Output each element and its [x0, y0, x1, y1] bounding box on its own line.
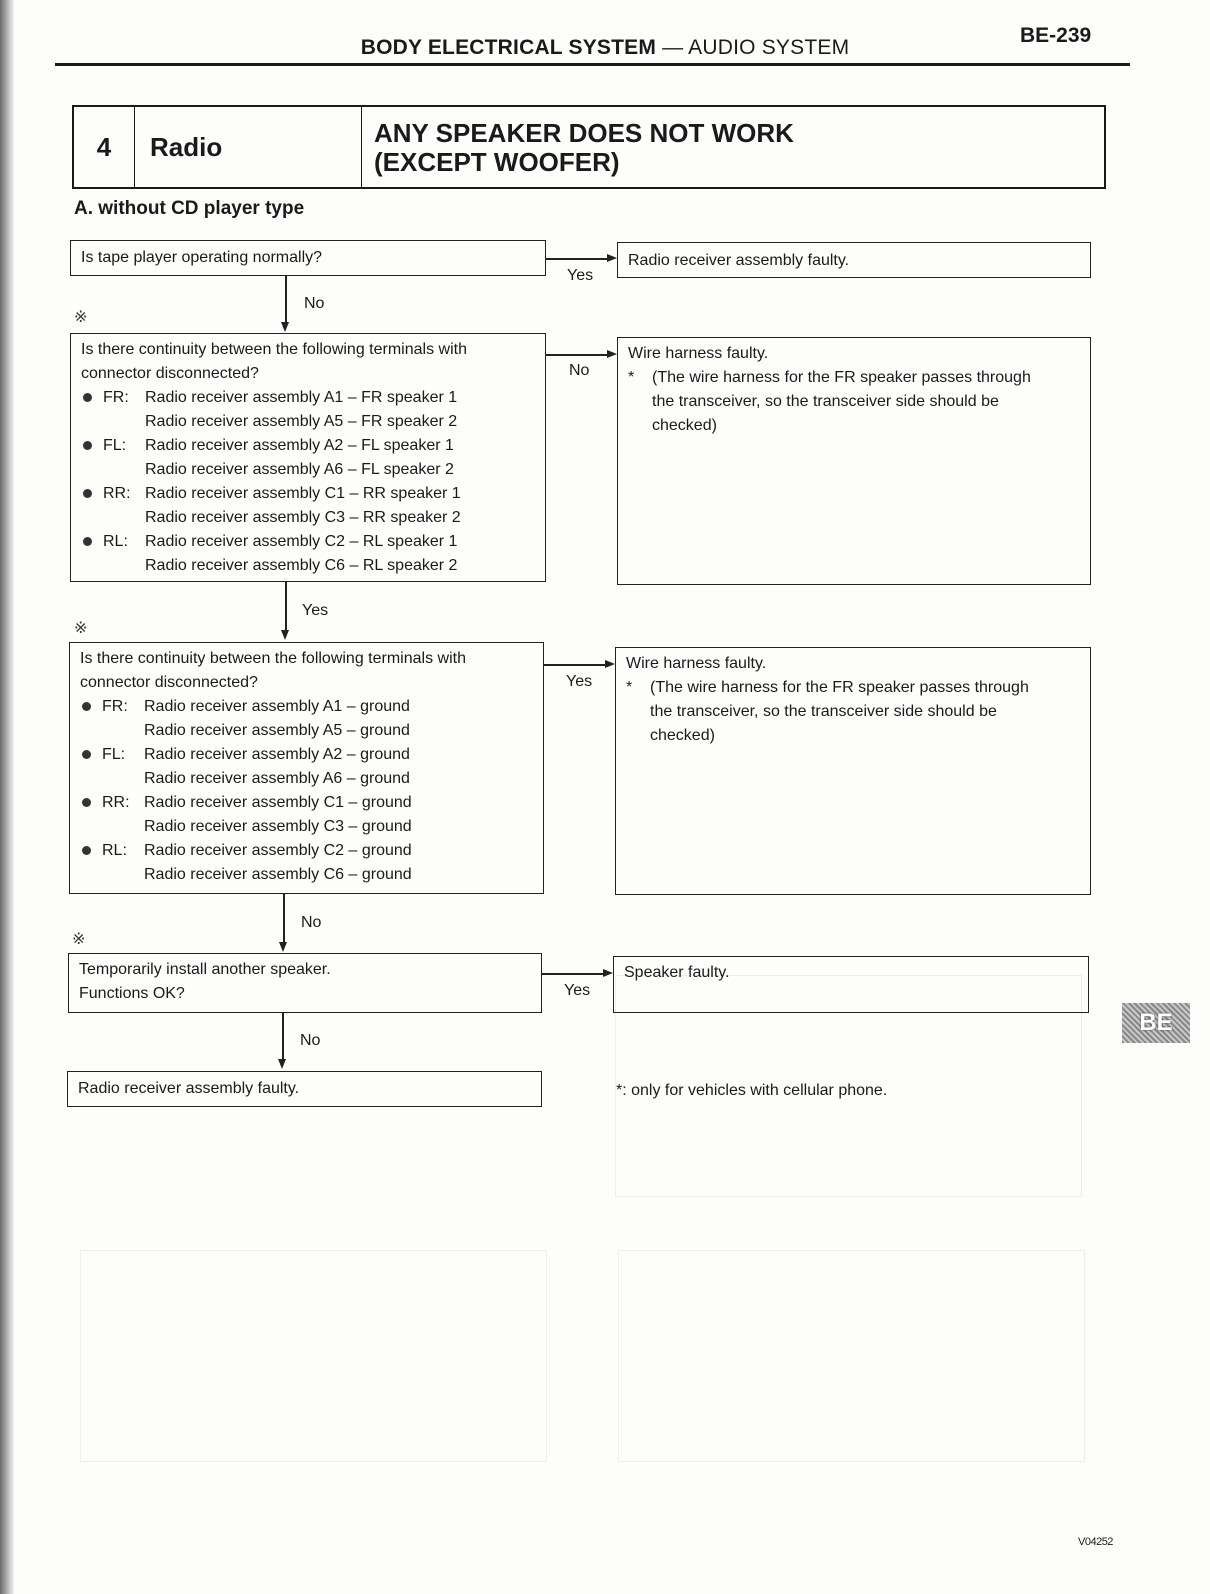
terminal-pair: Radio receiver assembly A6 – FL speaker 2	[145, 461, 454, 478]
check-item-rr-2	[81, 506, 535, 530]
branch-label-yes: Yes	[567, 267, 594, 284]
cellular-phone-mark-icon: ※	[74, 309, 88, 326]
check-item-fr	[80, 695, 533, 719]
section-title: A. without CD player type	[74, 198, 305, 219]
terminal-pair: Radio receiver assembly C3 – RR speaker 2	[145, 509, 461, 526]
check-item-rl-2	[81, 554, 535, 578]
page-binding-shadow	[0, 0, 14, 1594]
channel-label: FR:	[103, 389, 129, 406]
branch-label-no: No	[301, 914, 322, 931]
channel-label: FR:	[102, 698, 128, 715]
question-text: connector disconnected?	[81, 365, 259, 382]
check-item-fl	[81, 434, 535, 458]
cellular-phone-mark-icon: ※	[72, 931, 86, 948]
arrow-down-icon	[278, 1059, 286, 1069]
header-section: BODY ELECTRICAL SYSTEM	[360, 36, 657, 59]
terminal-pair: Radio receiver assembly C3 – ground	[144, 818, 412, 835]
terminal-pair: Radio receiver assembly C6 – ground	[144, 866, 412, 883]
channel-label: RR:	[102, 794, 130, 811]
branch-label-yes: Yes	[566, 673, 593, 690]
terminal-pair: Radio receiver assembly C2 – RL speaker 1	[145, 533, 458, 550]
arrow-right-icon	[603, 969, 613, 977]
channel-label: FL:	[102, 746, 126, 763]
check-item-fl-2	[81, 458, 535, 482]
question-text: Is there continuity between the following terminals with	[80, 650, 466, 667]
bullet-icon	[82, 750, 91, 759]
symptom-line-2: (EXCEPT WOOFER)	[374, 147, 620, 177]
bullet-icon	[82, 798, 91, 807]
note-text: the transceiver, so the transceiver side should be	[652, 393, 999, 410]
header-dash: —	[656, 36, 689, 59]
check-item-rr	[81, 482, 535, 506]
terminal-pair: Radio receiver assembly C6 – RL speaker 2	[145, 557, 458, 574]
result-wire-harness-faulty	[617, 337, 1091, 585]
asterisk-mark: *	[628, 369, 635, 386]
result-text: Speaker faulty.	[624, 964, 730, 981]
arrow-down-icon	[281, 630, 289, 640]
result-speaker-faulty	[613, 956, 1089, 1013]
result-radio-receiver-faulty	[617, 242, 1091, 278]
check-item-fr-2	[80, 719, 533, 743]
check-item-rr	[80, 791, 533, 815]
problem-number: 4	[74, 107, 135, 187]
question-text: Is tape player operating normally?	[81, 249, 323, 266]
result-radio-receiver-faulty	[67, 1071, 542, 1107]
bullet-icon	[83, 393, 92, 402]
symptom-title	[374, 119, 794, 177]
figure-code: V04252	[1078, 1536, 1113, 1548]
channel-label: RL:	[103, 533, 128, 550]
terminal-pair: Radio receiver assembly A1 – ground	[144, 698, 410, 715]
question-text: Is there continuity between the following terminals with	[81, 341, 467, 358]
page-number: BE-239	[1020, 24, 1092, 47]
troubleshooting-title-box	[72, 105, 1106, 189]
check-item-rl-2	[80, 863, 533, 887]
question-tape-player	[70, 240, 546, 276]
channel-label: RR:	[103, 485, 131, 502]
bleed-through-box	[618, 1250, 1085, 1462]
result-note	[626, 676, 1080, 700]
check-item-rl	[80, 839, 533, 863]
bullet-icon	[82, 702, 91, 711]
header-subsection: AUDIO SYSTEM	[688, 36, 850, 59]
channel-label: RL:	[102, 842, 127, 859]
symptom-line-1: ANY SPEAKER DOES NOT WORK	[374, 118, 794, 148]
check-item-rr-2	[80, 815, 533, 839]
connector-line	[282, 1013, 284, 1061]
terminal-pair: Radio receiver assembly A5 – ground	[144, 722, 410, 739]
terminal-pair: Radio receiver assembly C2 – ground	[144, 842, 412, 859]
arrow-down-icon	[279, 942, 287, 952]
note-text: (The wire harness for the FR speaker passes through	[650, 679, 1029, 696]
connector-line	[546, 258, 608, 260]
bullet-icon	[83, 489, 92, 498]
terminal-pair: Radio receiver assembly A2 – ground	[144, 746, 410, 763]
question-continuity-speakers	[70, 333, 546, 582]
result-note	[628, 366, 1080, 390]
branch-label-no: No	[300, 1032, 321, 1049]
check-item-fr-2	[81, 410, 535, 434]
bullet-icon	[82, 846, 91, 855]
note-text: checked)	[652, 417, 717, 434]
result-text: Wire harness faulty.	[626, 655, 767, 672]
cellular-phone-mark-icon: ※	[74, 620, 88, 637]
arrow-right-icon	[607, 254, 617, 262]
result-text: Radio receiver assembly faulty.	[628, 252, 850, 269]
branch-label-yes: Yes	[564, 982, 591, 999]
result-text: Radio receiver assembly faulty.	[78, 1080, 300, 1097]
terminal-pair: Radio receiver assembly A1 – FR speaker 1	[145, 389, 458, 406]
connector-line	[546, 354, 608, 356]
header-rule	[55, 63, 1130, 66]
connector-line	[285, 582, 287, 632]
terminal-pair: Radio receiver assembly A6 – ground	[144, 770, 410, 787]
check-item-rl	[81, 530, 535, 554]
note-text: the transceiver, so the transceiver side should be	[650, 703, 997, 720]
arrow-right-icon	[607, 350, 617, 358]
section-tab-be: BE	[1122, 1003, 1190, 1043]
arrow-right-icon	[605, 660, 615, 668]
bullet-icon	[83, 537, 92, 546]
asterisk-mark: *	[626, 679, 633, 696]
bleed-through-box	[80, 1250, 547, 1462]
branch-label-no: No	[304, 295, 325, 312]
check-item-fl	[80, 743, 533, 767]
terminal-pair: Radio receiver assembly A5 – FR speaker 2	[145, 413, 458, 430]
question-text: connector disconnected?	[80, 674, 258, 691]
result-text: Wire harness faulty.	[628, 345, 769, 362]
note-text: checked)	[650, 727, 715, 744]
bullet-icon	[83, 441, 92, 450]
result-wire-harness-faulty	[615, 647, 1091, 895]
check-item-fr	[81, 386, 535, 410]
terminal-pair: Radio receiver assembly C1 – RR speaker 1	[145, 485, 461, 502]
terminal-pair: Radio receiver assembly C1 – ground	[144, 794, 412, 811]
footnote: *: only for vehicles with cellular phone.	[616, 1082, 888, 1099]
note-text: (The wire harness for the FR speaker passes through	[652, 369, 1031, 386]
terminal-pair: Radio receiver assembly A2 – FL speaker 1	[145, 437, 454, 454]
connector-line	[283, 894, 285, 944]
question-install-another-speaker	[68, 953, 542, 1013]
branch-label-no: No	[569, 362, 590, 379]
check-item-fl-2	[80, 767, 533, 791]
connector-line	[285, 276, 287, 324]
question-text: Functions OK?	[79, 985, 185, 1002]
connector-line	[542, 973, 604, 975]
question-text: Temporarily install another speaker.	[79, 961, 331, 978]
branch-label-yes: Yes	[302, 602, 329, 619]
connector-line	[544, 664, 606, 666]
arrow-down-icon	[281, 322, 289, 332]
system-name: Radio	[134, 107, 362, 187]
question-continuity-ground	[69, 642, 544, 894]
channel-label: FL:	[103, 437, 127, 454]
